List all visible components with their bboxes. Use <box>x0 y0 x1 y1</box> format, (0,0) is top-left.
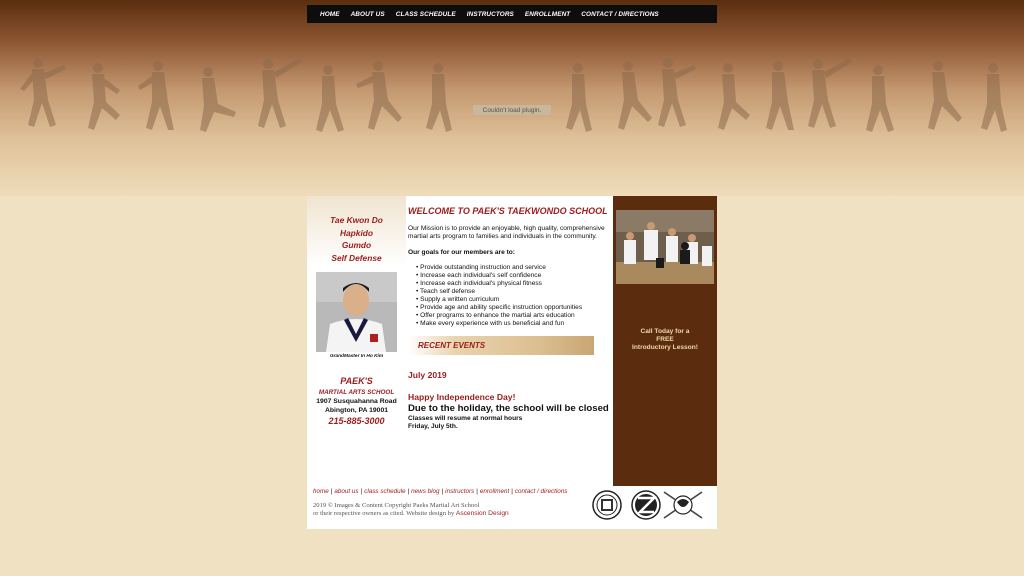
address-line: 1907 Susquahanna Road <box>316 398 397 405</box>
martial-artists-silhouettes <box>0 50 1024 150</box>
goals-list <box>416 264 613 328</box>
cta-line: Introductory Lesson! <box>632 344 698 351</box>
main-container <box>307 196 717 529</box>
federation-emblem-icon <box>632 491 660 519</box>
arts-list <box>307 214 406 264</box>
school-name: PAEK'S <box>340 376 373 386</box>
cta-line: Call Today for a <box>640 328 690 335</box>
nav-contact-directions[interactable]: CONTACT / DIRECTIONS <box>581 10 659 18</box>
art-item: Tae Kwon Do <box>330 215 383 225</box>
list-item: • Increase each individual's self confidence <box>416 272 613 280</box>
list-item: • Provide outstanding instruction and service <box>416 264 613 272</box>
footer-link-class-schedule[interactable]: class schedule <box>364 488 406 495</box>
nav-about-us[interactable]: ABOUT US <box>350 10 385 18</box>
footer-link-news-blog[interactable]: news blog <box>411 488 440 495</box>
event-note-line: Classes will resume at normal hours <box>408 415 523 422</box>
top-nav <box>307 5 717 23</box>
list-item: • Offer programs to enhance the martial arts education <box>416 312 613 320</box>
footer-links <box>313 488 567 495</box>
event-title: Happy Independence Day! <box>408 392 516 402</box>
nav-home[interactable]: HOME <box>320 10 340 18</box>
separator: | <box>407 488 410 495</box>
kukkiwon-seal-icon <box>593 491 621 519</box>
separator: | <box>511 488 513 495</box>
hero-banner <box>0 0 1024 196</box>
list-item: • Teach self defense <box>416 288 613 296</box>
affiliation-logos <box>592 488 712 522</box>
crossed-swords-icon <box>664 492 702 518</box>
cta-line: FREE <box>656 336 674 343</box>
designer-link[interactable]: Ascension Design <box>455 510 509 517</box>
recent-events-label: RECENT EVENTS <box>418 341 486 350</box>
footer-link-home[interactable]: home <box>313 488 329 495</box>
left-sidebar <box>307 196 406 486</box>
separator: | <box>360 488 363 495</box>
copyright-text: or their respective owners as cited. Website design by <box>313 510 455 517</box>
separator: | <box>441 488 444 495</box>
right-sidebar <box>613 196 717 486</box>
separator: | <box>476 488 478 495</box>
footer-link-contact-directions[interactable]: contact / directions <box>514 488 568 495</box>
main-content <box>408 196 613 486</box>
separator: | <box>330 488 333 495</box>
nav-instructors[interactable]: INSTRUCTORS <box>466 10 514 18</box>
footer-link-enrollment[interactable]: enrollment <box>479 488 510 495</box>
phone-number[interactable]: 215-885-3000 <box>328 416 385 426</box>
art-item: Gumdo <box>341 240 372 250</box>
school-subtitle: MARTIAL ARTS SCHOOL <box>318 389 395 396</box>
free-lesson-cta[interactable] <box>613 328 717 352</box>
list-item: • Increase each individual's physical fitness <box>416 280 613 288</box>
event-closed-notice: Due to the holiday, the school will be closed <box>408 403 609 414</box>
art-item: Self Defense <box>331 252 382 263</box>
list-item: • Provide age and ability specific instruction opportunities <box>416 304 613 312</box>
footer-link-about-us[interactable]: about us <box>334 488 359 495</box>
mission-statement: Our Mission is to provide an enjoyable, high quality, comprehensive martial arts program to families and individuals in the community. <box>408 225 605 240</box>
class-action-photo <box>616 210 714 284</box>
copyright <box>313 502 509 518</box>
list-item: • Make every experience with us beneficial and fun <box>416 320 613 328</box>
event-month: July 2019 <box>408 370 447 380</box>
nav-class-schedule[interactable]: CLASS SCHEDULE <box>395 10 456 18</box>
goals-heading: Our goals for our members are to: <box>408 249 515 256</box>
plugin-error-message: Couldn't load plugin. <box>473 105 551 115</box>
address-line: Abington, PA 19001 <box>324 406 389 414</box>
event-note-line: Friday, July 5th. <box>408 423 458 430</box>
event-note <box>408 415 613 431</box>
address <box>307 398 406 415</box>
grandmaster-caption: GrandMaster In Ho Kim <box>329 354 384 359</box>
copyright-line: 2019 © Images & Content Copyright Paeks Martial Art School <box>313 502 480 509</box>
welcome-heading: WELCOME TO PAEK'S TAEKWONDO SCHOOL <box>408 206 608 216</box>
list-item: • Supply a written curriculum <box>416 296 613 304</box>
grandmaster-photo <box>316 272 397 352</box>
art-item: Hapkido <box>339 227 374 238</box>
recent-events-banner <box>408 336 594 355</box>
footer-link-instructors[interactable]: instructors <box>445 488 475 495</box>
copyright-line <box>313 510 509 518</box>
nav-enrollment[interactable]: ENROLLMENT <box>524 10 571 18</box>
